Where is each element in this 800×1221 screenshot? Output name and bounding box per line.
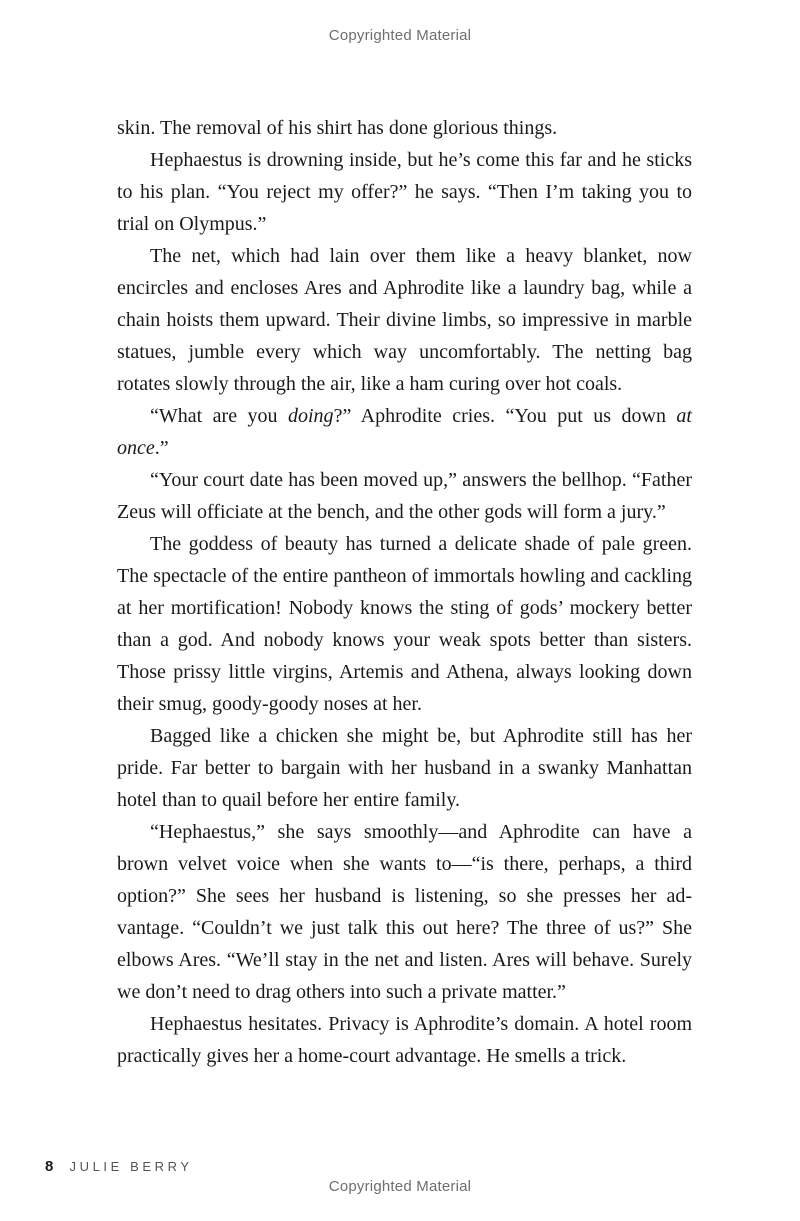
paragraph-text: “What are you — [150, 405, 288, 427]
paragraph: Hephaestus is drowning inside, but he’s come this far and he sticks to his plan. “You reject my offer?” he says. “Then I’m taking you to trial on Olympus.” — [117, 149, 692, 235]
paragraph — [117, 400, 692, 464]
paragraph: “Hephaestus,” she says smoothly—and Aphrodite can have a brown velvet voice when she wants to—“is there, perhaps, a third option?” She sees her husband is listening, so she presses her advantage. “Couldn’t we just talk this out here? The three of us?” She elbows Ares. “We’ll stay in the net and listen. Ares will behave. Surely we don’t need to drag others into such a private matter.” — [117, 821, 692, 1003]
body-text — [117, 112, 692, 1072]
watermark-bottom: Copyrighted Material — [328, 1178, 472, 1195]
paragraph: Hephaestus hesitates. Privacy is Aphrodite’s domain. A hotel room practically gives her a home-court advantage. He smells a trick. — [117, 1013, 692, 1067]
emphasis-text: doing — [288, 405, 334, 427]
paragraph: Bagged like a chicken she might be, but Aphrodite still has her pride. Far better to bargain with her husband in a swanky Manhattan hotel than to quail before her entire family. — [117, 725, 692, 811]
page-number: 8 — [45, 1158, 54, 1175]
paragraph: The net, which had lain over them like a heavy blanket, now encircles and encloses Ares and Aphrodite like a laundry bag, while a chain hoists them upward. Their divine limbs, so impressive in marble statues, jumble every which way uncomfortably. The netting bag rotates slowly through the air, like a ham curing over hot coals. — [117, 245, 692, 395]
paragraph-text: ?” Aphrodite cries. “You put us down — [333, 405, 677, 427]
paragraph: skin. The removal of his shirt has done glorious things. — [117, 117, 558, 139]
paragraph: The goddess of beauty has turned a delicate shade of pale green. The spectacle of the entire pantheon of immortals howling and cackling at her mortification! Nobody knows the sting of gods’ mockery better than a god. And nobody knows your weak spots better than sisters. Those prissy little virgins, Artemis and Athena, always looking down their smug, goody-goody noses at her. — [117, 533, 692, 715]
running-head-author: JULIE BERRY — [69, 1159, 193, 1174]
emphasis-text: at once — [117, 405, 692, 459]
watermark-top: Copyrighted Material — [328, 27, 472, 44]
paragraph: “Your court date has been moved up,” answers the bellhop. “Father Zeus will officiate at the bench, and the other gods will form a jury.” — [117, 469, 692, 523]
page-footer — [45, 1158, 193, 1175]
paragraph-text: .” — [154, 437, 169, 459]
